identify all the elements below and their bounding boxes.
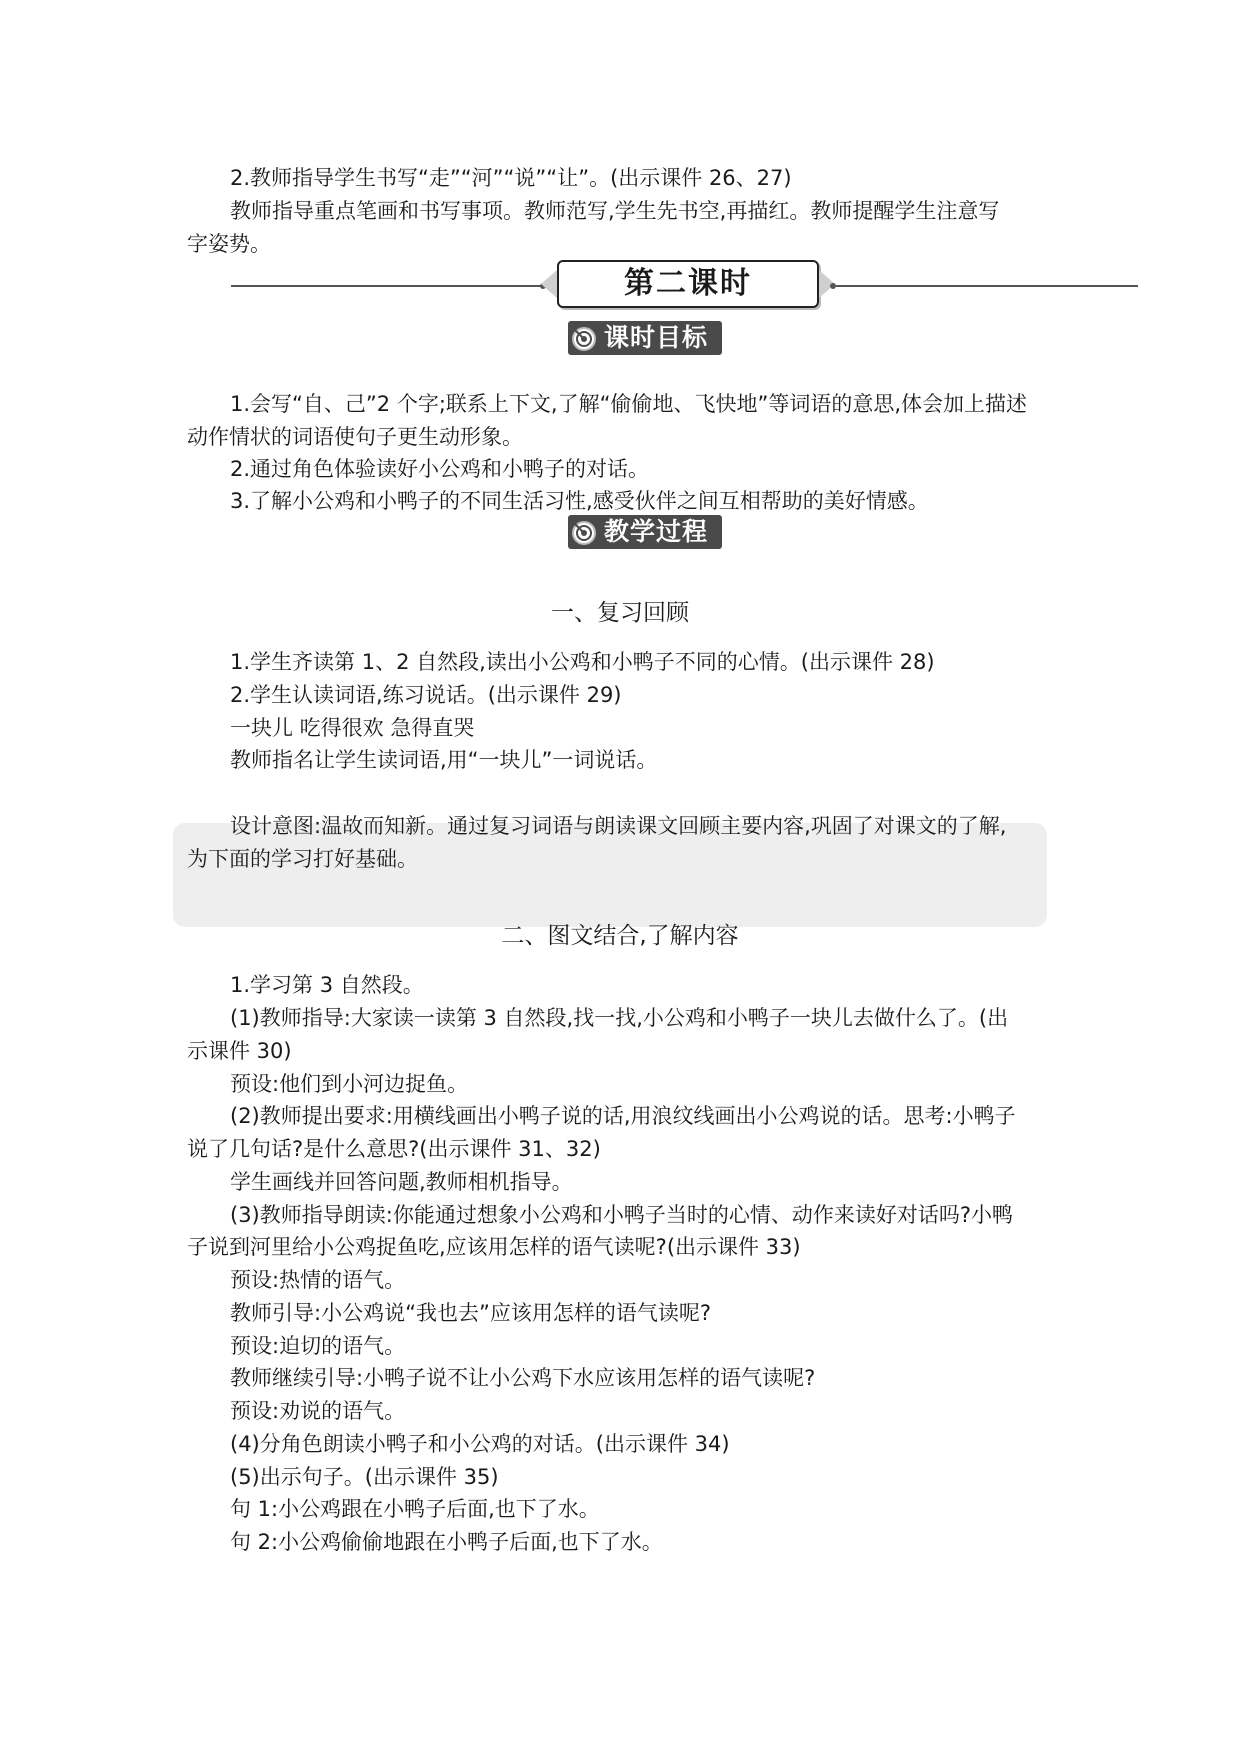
section2-line: 句 1:小公鸡跟在小鸭子后面,也下了水。 [230,1497,600,1521]
goal-2: 2.通过角色体验读好小公鸡和小鸭子的对话。 [230,457,650,481]
divider-right [836,285,1138,287]
divider-left [231,285,543,287]
goals-badge-label: 课时目标 [604,323,709,352]
top-line-2: 教师指导重点笔画和书写事项。教师范写,学生先书空,再描红。教师提醒学生注意写 [230,199,1000,223]
section2-line: 说了几句话?是什么意思?(出示课件 31、32) [187,1137,601,1161]
goal-1b: 动作情状的词语使句子更生动形象。 [187,425,523,449]
banner-left-notch [541,270,557,298]
process-badge-label: 教学过程 [604,517,709,546]
target-icon [570,518,598,546]
section2-line: 教师继续引导:小鸭子说不让小公鸡下水应该用怎样的语气读呢? [230,1366,816,1390]
section1-line-2: 2.学生认读词语,练习说话。(出示课件 29) [230,683,622,707]
section1-line-1: 1.学生齐读第 1、2 自然段,读出小公鸡和小鸭子不同的心情。(出示课件 28) [230,650,935,674]
section2-line: (2)教师提出要求:用横线画出小鸭子说的话,用浪纹线画出小公鸡说的话。思考:小鸭子 [230,1104,1016,1128]
section2-line: 句 2:小公鸡偷偷地跟在小鸭子后面,也下了水。 [230,1530,663,1554]
section2-line: 示课件 30) [187,1039,292,1063]
section2-line: (1)教师指导:大家读一读第 3 自然段,找一找,小公鸡和小鸭子一块儿去做什么了。(出 [230,1006,1009,1030]
top-line-3: 字姿势。 [187,232,271,256]
section2-line: (4)分角色朗读小鸭子和小公鸡的对话。(出示课件 34) [230,1432,730,1456]
goal-1a: 1.会写“自、己”2 个字;联系上下文,了解“偷偷地、飞快地”等词语的意思,体会加上描述 [230,392,1028,416]
lesson-title: 第二课时 [557,260,819,308]
section2-line: (5)出示句子。(出示课件 35) [230,1465,499,1489]
design-line-1: 设计意图:温故而知新。通过复习词语与朗读课文回顾主要内容,巩固了对课文的了解, [230,814,1007,838]
section2-line: 预设:他们到小河边捉鱼。 [230,1072,469,1096]
section2-heading: 二、图文结合,了解内容 [501,923,739,949]
section2-line: 子说到河里给小公鸡捉鱼吃,应该用怎样的语气读呢?(出示课件 33) [187,1235,801,1259]
top-line-1: 2.教师指导学生书写“走”“河”“说”“让”。(出示课件 26、27) [230,166,792,190]
section2-line: 教师引导:小公鸡说“我也去”应该用怎样的语气读呢? [230,1301,711,1325]
process-badge [568,515,722,549]
goal-3: 3.了解小公鸡和小鸭子的不同生活习性,感受伙伴之间互相帮助的美好情感。 [230,489,929,513]
section1-heading: 一、复习回顾 [551,600,689,626]
goals-badge [568,321,722,355]
section1-line-3: 一块儿 吃得很欢 急得直哭 [230,716,475,740]
section1-line-4: 教师指名让学生读词语,用“一块儿”一词说话。 [230,748,658,772]
section2-line: 学生画线并回答问题,教师相机指导。 [230,1170,573,1194]
section2-line: 预设:迫切的语气。 [230,1334,406,1358]
section2-line: 预设:劝说的语气。 [230,1399,406,1423]
target-icon [570,324,598,352]
section2-line: 1.学习第 3 自然段。 [230,973,424,997]
design-line-2: 为下面的学习打好基础。 [187,847,418,871]
section2-line: 预设:热情的语气。 [230,1268,406,1292]
section2-line: (3)教师指导朗读:你能通过想象小公鸡和小鸭子当时的心情、动作来读好对话吗?小鸭 [230,1203,1013,1227]
